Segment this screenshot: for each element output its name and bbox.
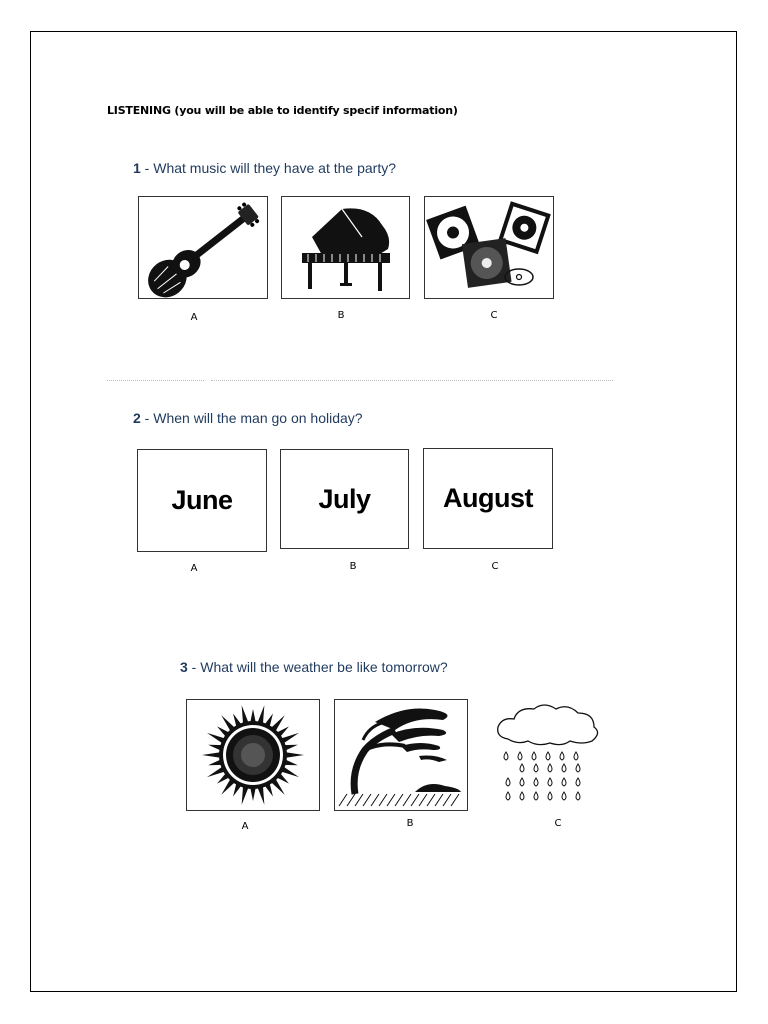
option-3b-box[interactable] bbox=[334, 699, 468, 811]
rain-drop bbox=[506, 778, 510, 786]
option-2a-letter: A bbox=[190, 563, 198, 574]
sun-ray bbox=[285, 752, 304, 758]
option-3a-box[interactable] bbox=[186, 699, 320, 811]
question-2 bbox=[133, 410, 363, 426]
sun-ray bbox=[202, 752, 221, 758]
divider-left bbox=[107, 380, 204, 381]
option-2a-box[interactable] bbox=[137, 449, 267, 552]
question-2-number: 2 bbox=[133, 410, 141, 426]
rain-drop bbox=[506, 792, 510, 800]
rain-drop bbox=[548, 792, 552, 800]
sun-icon bbox=[187, 700, 319, 810]
question-2-text: - When will the man go on holiday? bbox=[140, 410, 363, 426]
rain-drop bbox=[576, 764, 580, 772]
option-1c-letter: C bbox=[490, 310, 498, 321]
rain-drop bbox=[576, 778, 580, 786]
option-1a-letter: A bbox=[190, 312, 198, 323]
option-1a-box[interactable] bbox=[138, 196, 268, 299]
option-2a-month: June bbox=[171, 485, 233, 515]
option-3a-letter: A bbox=[241, 821, 249, 832]
rain-drop bbox=[534, 778, 538, 786]
rain-drop bbox=[520, 792, 524, 800]
guitar-icon bbox=[139, 197, 267, 298]
option-2c-month: August bbox=[443, 483, 533, 513]
option-2b-box[interactable] bbox=[280, 449, 409, 549]
option-2b-month: July bbox=[318, 483, 371, 514]
rain-drop bbox=[562, 778, 566, 786]
rain-drop bbox=[560, 752, 564, 760]
rain-drop bbox=[534, 764, 538, 772]
rain-drop bbox=[576, 792, 580, 800]
option-1c-box[interactable] bbox=[424, 196, 554, 299]
rain-drop bbox=[520, 778, 524, 786]
option-2b-letter: B bbox=[349, 561, 357, 572]
question-3-number: 3 bbox=[180, 659, 188, 675]
question-3-text: - What will the weather be like tomorrow? bbox=[187, 659, 448, 675]
option-1b-box[interactable] bbox=[281, 196, 410, 299]
rain-drop bbox=[534, 792, 538, 800]
rain-cloud-icon bbox=[482, 699, 616, 811]
rain-drop bbox=[548, 778, 552, 786]
rain-drop bbox=[520, 764, 524, 772]
rain-drop bbox=[532, 752, 536, 760]
rain-drop bbox=[548, 764, 552, 772]
rain-drop bbox=[518, 752, 522, 760]
cd-icon bbox=[425, 197, 553, 298]
rain-drop bbox=[574, 752, 578, 760]
option-1b-letter: B bbox=[337, 310, 345, 321]
rain-drop bbox=[546, 752, 550, 760]
question-1-number: 1 bbox=[133, 160, 141, 176]
section-heading: LISTENING (you will be able to identify specif information) bbox=[107, 104, 458, 117]
windy-tree-icon bbox=[335, 700, 467, 810]
rain-drop bbox=[504, 752, 508, 760]
question-3 bbox=[180, 659, 448, 675]
option-2c-box[interactable] bbox=[423, 448, 553, 549]
rain-drop bbox=[562, 792, 566, 800]
option-3c-box[interactable] bbox=[482, 699, 616, 811]
option-3c-letter: C bbox=[554, 818, 562, 829]
question-1 bbox=[133, 160, 396, 176]
option-2c-letter: C bbox=[491, 561, 499, 572]
piano-icon bbox=[282, 197, 409, 298]
option-3b-letter: B bbox=[406, 818, 414, 829]
rain-drop bbox=[562, 764, 566, 772]
question-1-text: - What music will they have at the party? bbox=[140, 160, 397, 176]
divider-right bbox=[211, 380, 613, 381]
